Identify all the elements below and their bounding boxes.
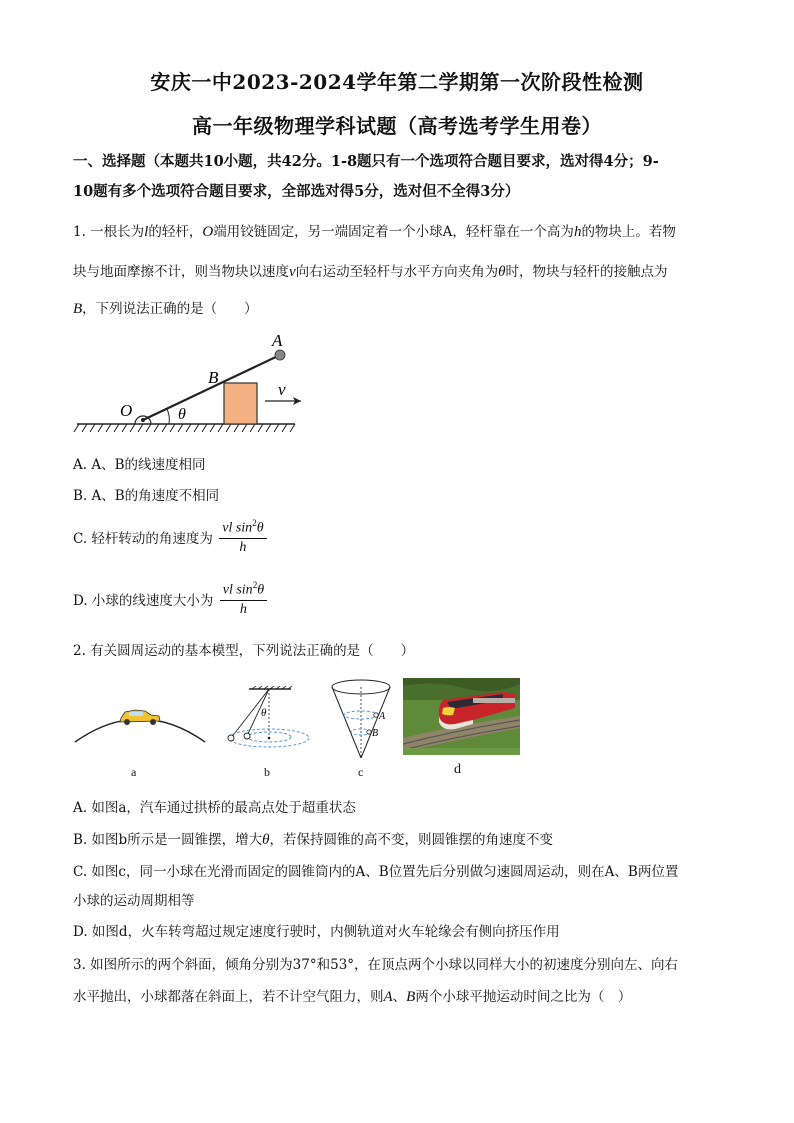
ball-shape xyxy=(275,350,285,360)
q1-stem-line3: B，下列说法正确的是（ ） xyxy=(73,301,258,317)
q1-option-d: D. 小球的线速度大小为 $\frac{vl \sin^2\theta}{h}$ xyxy=(73,580,267,618)
q1-stem-line1: 1. 一根长为l的轻杆，O端用铰链固定，另一端固定着一个小球A，轻杆靠在一个高为h的物块上。若物 xyxy=(73,224,676,240)
caption-a: a xyxy=(131,765,137,779)
q2-figure-a-bridge xyxy=(73,698,208,746)
caption-b: b xyxy=(264,765,270,779)
caption-d: d xyxy=(454,762,461,777)
q1-option-a: A. A、B的线速度相同 xyxy=(73,457,206,473)
label-A: A xyxy=(272,331,283,350)
block-shape xyxy=(224,383,257,424)
label-v: v xyxy=(278,380,286,399)
q1-option-b: B. A、B的角速度不相同 xyxy=(73,488,220,504)
q2-figure-b-conical-pendulum xyxy=(225,686,320,752)
rod-shape xyxy=(143,355,280,420)
section-heading xyxy=(73,147,733,207)
label-theta: θ xyxy=(178,406,186,423)
q3-stem-line2: 水平抛出，小球都落在斜面上，若不计空气阻力，则A、B两个小球平抛运动时间之比为（ ） xyxy=(73,989,632,1005)
caption-c: c xyxy=(358,765,364,779)
fig-b-theta: θ xyxy=(261,707,267,719)
fig-c-label-A: A xyxy=(379,711,386,722)
q2-option-c-line2: 小球的运动周期相等 xyxy=(73,893,195,909)
section-heading-line1: 一、选择题（本题共10小题，共42分。1-8题只有一个选项符合题目要求，选对得4分；9- xyxy=(73,153,659,170)
car-icon xyxy=(120,710,160,725)
q1-stem-line2: 块与地面摩擦不计，则当物块以速度v向右运动至轻杆与水平方向夹角为θ时，物块与轻杆的接触点为 xyxy=(73,264,668,280)
formula-ball-speed: $\frac{vl \sin^2\theta}{h}$ xyxy=(220,580,267,618)
exam-subtitle: 高一年级物理学科试题（高考选考学生用卷） xyxy=(192,114,602,138)
q2-stem: 2. 有关圆周运动的基本模型，下列说法正确的是（ ） xyxy=(73,643,415,659)
q1-option-c: C. 轻杆转动的角速度为 $\frac{vl \sin^2\theta}{h}$ xyxy=(73,518,267,556)
q3-stem-line1: 3. 如图所示的两个斜面，倾角分别为37°和53°，在顶点两个小球以同样大小的初速度分别向左、向右 xyxy=(73,957,679,973)
exam-title: 安庆一中2023-2024学年第二学期第一次阶段性检测 xyxy=(150,70,644,94)
q2-option-c-line1: C. 如图c，同一小球在光滑而固定的圆锥筒内的A、B位置先后分别做匀速圆周运动，则在A、B两位置 xyxy=(73,864,679,880)
q2-figure-c-cone xyxy=(328,678,394,760)
q1-figure-rod-block xyxy=(73,330,303,435)
formula-omega: $\frac{vl \sin^2\theta}{h}$ xyxy=(219,518,266,556)
label-O: O xyxy=(120,401,133,420)
section-heading-line2: 10题有多个选项符合题目要求，全部选对得5分，选对但不全得3分） xyxy=(73,183,520,200)
fig-c-label-B: B xyxy=(372,728,379,739)
q2-option-a: A. 如图a，汽车通过拱桥的最高点处于超重状态 xyxy=(73,800,356,816)
label-B: B xyxy=(208,368,219,387)
q2-option-d: D. 如图d，火车转弯超过规定速度行驶时，内侧轨道对火车轮缘会有侧向挤压作用 xyxy=(73,924,560,940)
q2-option-b: B. 如图b所示是一圆锥摆，增大θ，若保持圆锥的高不变，则圆锥摆的角速度不变 xyxy=(73,832,554,848)
q2-figure-d-train-photo xyxy=(403,678,520,755)
